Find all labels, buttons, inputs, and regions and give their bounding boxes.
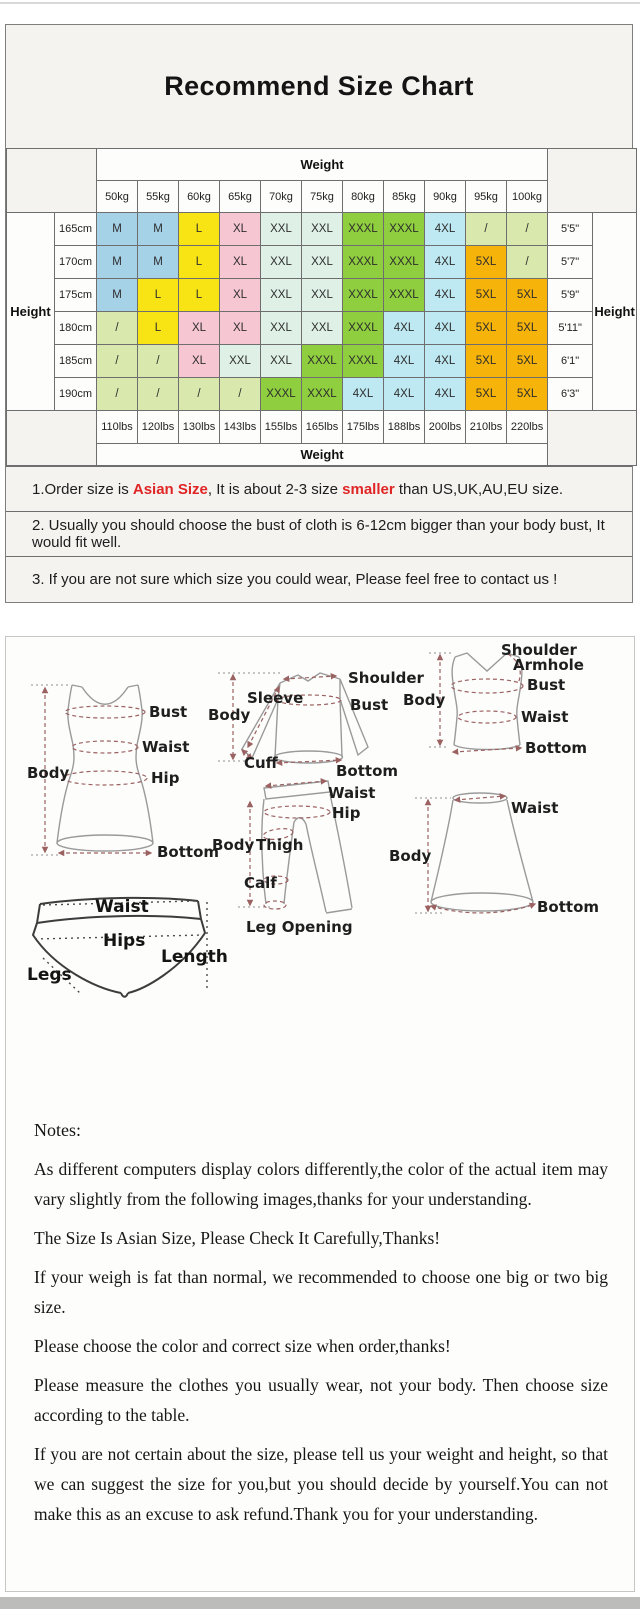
weight-lbs-cell: 143lbs <box>220 411 261 444</box>
vest-diagram <box>395 637 588 772</box>
size-cell: XL <box>220 246 261 279</box>
height-ft-cell: 5'7" <box>548 246 593 279</box>
size-cell: XL <box>220 213 261 246</box>
pants-body-label: Body <box>212 836 255 854</box>
size-cell: 5XL <box>507 312 548 345</box>
size-cell: XXL <box>302 213 343 246</box>
size-cell: 5XL <box>507 345 548 378</box>
vest-shoulder-label: Shoulder <box>501 641 577 659</box>
briefs-diagram <box>15 888 245 1013</box>
weight-header: Weight <box>97 149 548 181</box>
weight-lbs-cell: 120lbs <box>138 411 179 444</box>
bottom-edge-rule <box>0 1597 640 1609</box>
size-cell: / <box>138 345 179 378</box>
shirt-outline <box>280 673 340 683</box>
note-paragraph: If your weigh is fat than normal, we recommended to choose one big or two big size. <box>34 1267 608 1317</box>
highlighted-text: smaller <box>342 480 395 498</box>
size-cell: / <box>97 312 138 345</box>
order-note: 2. Usually you should choose the bust of cloth is 6-12cm bigger than your body bust, It would fit well. <box>6 511 632 556</box>
size-cell: XXL <box>261 246 302 279</box>
weight-kg-cell: 55kg <box>138 181 179 213</box>
size-cell: XXXL <box>302 378 343 411</box>
height-ft-cell: 5'11" <box>548 312 593 345</box>
weight-lbs-cell: 200lbs <box>425 411 466 444</box>
size-cell: 4XL <box>425 246 466 279</box>
size-cell: 5XL <box>466 246 507 279</box>
weight-lbs-cell: 110lbs <box>97 411 138 444</box>
size-cell: M <box>138 246 179 279</box>
size-cell: M <box>97 213 138 246</box>
skirt-diagram <box>385 782 600 934</box>
weight-kg-cell: 95kg <box>466 181 507 213</box>
shirt-cuff-label: Cuff <box>244 754 278 772</box>
size-chart-panel <box>5 24 633 603</box>
size-cell: 4XL <box>425 213 466 246</box>
size-cell: 4XL <box>425 279 466 312</box>
order-note: 1.Order size is Asian Size, It is about 2-3 size smaller than US,UK,AU,EU size. <box>6 466 632 511</box>
size-cell: XXXL <box>343 345 384 378</box>
shirt-diagram <box>200 637 424 780</box>
briefs-hips-label: Hips <box>103 931 146 951</box>
page-title: Recommend Size Chart <box>164 71 474 101</box>
size-cell: L <box>138 279 179 312</box>
dress-bust-label: Bust <box>149 703 188 721</box>
size-cell: M <box>97 279 138 312</box>
briefs-length-label: Length <box>161 947 228 967</box>
size-cell: 5XL <box>507 378 548 411</box>
size-cell: 4XL <box>425 378 466 411</box>
corner-top-left <box>7 149 97 213</box>
skirt-outline <box>453 793 507 803</box>
size-cell: 5XL <box>507 279 548 312</box>
vest-armhole-label: Armhole <box>513 656 584 674</box>
vest-body-label: Body <box>403 691 446 709</box>
size-cell: / <box>466 213 507 246</box>
shirt-body-label: Body <box>208 706 251 724</box>
size-cell: 5XL <box>466 378 507 411</box>
size-cell: XL <box>179 312 220 345</box>
size-cell: XXXL <box>261 378 302 411</box>
size-cell: XXXL <box>343 213 384 246</box>
briefs-waist-label: Waist <box>95 897 149 917</box>
height-cm-cell: 190cm <box>55 378 97 411</box>
size-cell: L <box>138 312 179 345</box>
weight-kg-cell: 75kg <box>302 181 343 213</box>
size-cell: 4XL <box>384 345 425 378</box>
size-cell: XXXL <box>343 246 384 279</box>
dress-hip-label: Hip <box>151 769 180 787</box>
size-cell: M <box>97 246 138 279</box>
size-cell: XL <box>179 345 220 378</box>
weight-kg-cell: 50kg <box>97 181 138 213</box>
skirt-body-label: Body <box>389 847 432 865</box>
size-cell: XXL <box>220 345 261 378</box>
weight-kg-cell: 100kg <box>507 181 548 213</box>
size-cell: L <box>179 246 220 279</box>
notes-paragraphs <box>34 1154 608 1529</box>
weight-kg-cell: 85kg <box>384 181 425 213</box>
size-cell: M <box>138 213 179 246</box>
size-table <box>6 148 637 466</box>
pants-leg-opening-label: Leg Opening <box>246 918 353 936</box>
height-cm-cell: 175cm <box>55 279 97 312</box>
size-cell: XXXL <box>343 312 384 345</box>
weight-lbs-cell: 188lbs <box>384 411 425 444</box>
weight-lbs-cell: 175lbs <box>343 411 384 444</box>
size-cell: L <box>179 213 220 246</box>
size-cell: XL <box>220 279 261 312</box>
height-ft-cell: 5'5" <box>548 213 593 246</box>
vest-waist-label: Waist <box>521 708 569 726</box>
corner-bottom-right <box>548 411 637 466</box>
pants-calf-label: Calf <box>244 874 277 892</box>
pants-hip-label: Hip <box>332 804 361 822</box>
weight-lbs-cell: 155lbs <box>261 411 302 444</box>
size-cell: XXXL <box>343 279 384 312</box>
dress-waist-label: Waist <box>142 738 190 756</box>
weight-lbs-cell: 210lbs <box>466 411 507 444</box>
shirt-sleeve-label: Sleeve <box>247 689 304 707</box>
size-cell: 4XL <box>425 345 466 378</box>
height-ft-cell: 6'3" <box>548 378 593 411</box>
size-cell: / <box>138 378 179 411</box>
briefs-legs-label: Legs <box>27 965 72 985</box>
size-cell: XXXL <box>302 345 343 378</box>
size-cell: XXXL <box>384 246 425 279</box>
order-note: 3. If you are not sure which size you could wear, Please feel free to contact us ! <box>6 556 632 601</box>
size-cell: XXL <box>302 312 343 345</box>
shirt-shoulder-label: Shoulder <box>348 669 424 687</box>
height-label-right: Height <box>593 213 637 411</box>
notes-block <box>6 1115 634 1529</box>
skirt-bottom-label: Bottom <box>537 898 600 916</box>
note-paragraph: Please measure the clothes you usually wear, not your body. Then choose size according to the table. <box>34 1375 608 1425</box>
size-cell: XXL <box>261 213 302 246</box>
size-cell: XXL <box>302 246 343 279</box>
weight-footer: Weight <box>97 444 548 466</box>
size-cell: XL <box>220 312 261 345</box>
vest-bust-label: Bust <box>527 676 566 694</box>
height-ft-cell: 5'9" <box>548 279 593 312</box>
height-cm-cell: 170cm <box>55 246 97 279</box>
weight-kg-cell: 60kg <box>179 181 220 213</box>
size-cell: 5XL <box>466 345 507 378</box>
shirt-bust-label: Bust <box>350 696 389 714</box>
size-cell: 4XL <box>384 312 425 345</box>
height-ft-cell: 6'1" <box>548 345 593 378</box>
size-cell: L <box>179 279 220 312</box>
size-cell: / <box>97 378 138 411</box>
dress-bottom-label: Bottom <box>157 843 220 861</box>
vest-bottom-label: Bottom <box>525 739 588 757</box>
order-notes <box>6 466 632 601</box>
size-cell: 4XL <box>343 378 384 411</box>
size-cell: 4XL <box>384 378 425 411</box>
pants-waist-label: Waist <box>328 784 376 802</box>
height-cm-cell: 165cm <box>55 213 97 246</box>
weight-kg-cell: 80kg <box>343 181 384 213</box>
notes-title: Notes: <box>34 1120 81 1140</box>
measurement-panel <box>5 636 635 1592</box>
height-cm-cell: 185cm <box>55 345 97 378</box>
size-cell: / <box>220 378 261 411</box>
size-cell: XXXL <box>384 279 425 312</box>
diagram-zone <box>6 637 634 1039</box>
size-cell: / <box>97 345 138 378</box>
weight-lbs-cell: 165lbs <box>302 411 343 444</box>
top-edge-rule <box>0 2 640 4</box>
size-cell: XXL <box>261 312 302 345</box>
size-cell: XXL <box>302 279 343 312</box>
shirt-bottom-label: Bottom <box>336 762 399 780</box>
weight-kg-cell: 65kg <box>220 181 261 213</box>
size-cell: / <box>507 246 548 279</box>
note-paragraph: Please choose the color and correct size when order,thanks! <box>34 1336 451 1356</box>
corner-top-right <box>548 149 637 213</box>
size-cell: / <box>179 378 220 411</box>
note-paragraph: The Size Is Asian Size, Please Check It Carefully,Thanks! <box>34 1228 441 1248</box>
title-row <box>6 25 632 148</box>
dress-body-label: Body <box>27 764 70 782</box>
skirt-waist-label: Waist <box>511 799 559 817</box>
note-paragraph: If you are not certain about the size, please tell us your weight and height, so that we can suggest the size for you,but you should decide by yourself.You can not make this as an excuse to ask refund.Thank you for your understanding. <box>34 1444 608 1524</box>
note-paragraph: As different computers display colors differently,the color of the actual item may vary slightly from the following images,thanks for your understanding. <box>34 1159 608 1209</box>
weight-lbs-cell: 220lbs <box>507 411 548 444</box>
corner-bottom-left <box>7 411 97 466</box>
weight-lbs-cell: 130lbs <box>179 411 220 444</box>
pants-thigh-label: Thigh <box>256 836 304 854</box>
size-cell: 4XL <box>425 312 466 345</box>
size-cell: 5XL <box>466 312 507 345</box>
size-cell: XXL <box>261 279 302 312</box>
size-cell: 5XL <box>466 279 507 312</box>
weight-kg-cell: 70kg <box>261 181 302 213</box>
size-cell: XXL <box>261 345 302 378</box>
size-cell: / <box>507 213 548 246</box>
size-cell: XXXL <box>384 213 425 246</box>
weight-kg-cell: 90kg <box>425 181 466 213</box>
highlighted-text: Asian Size <box>132 480 208 498</box>
height-label-left: Height <box>7 213 55 411</box>
height-cm-cell: 180cm <box>55 312 97 345</box>
